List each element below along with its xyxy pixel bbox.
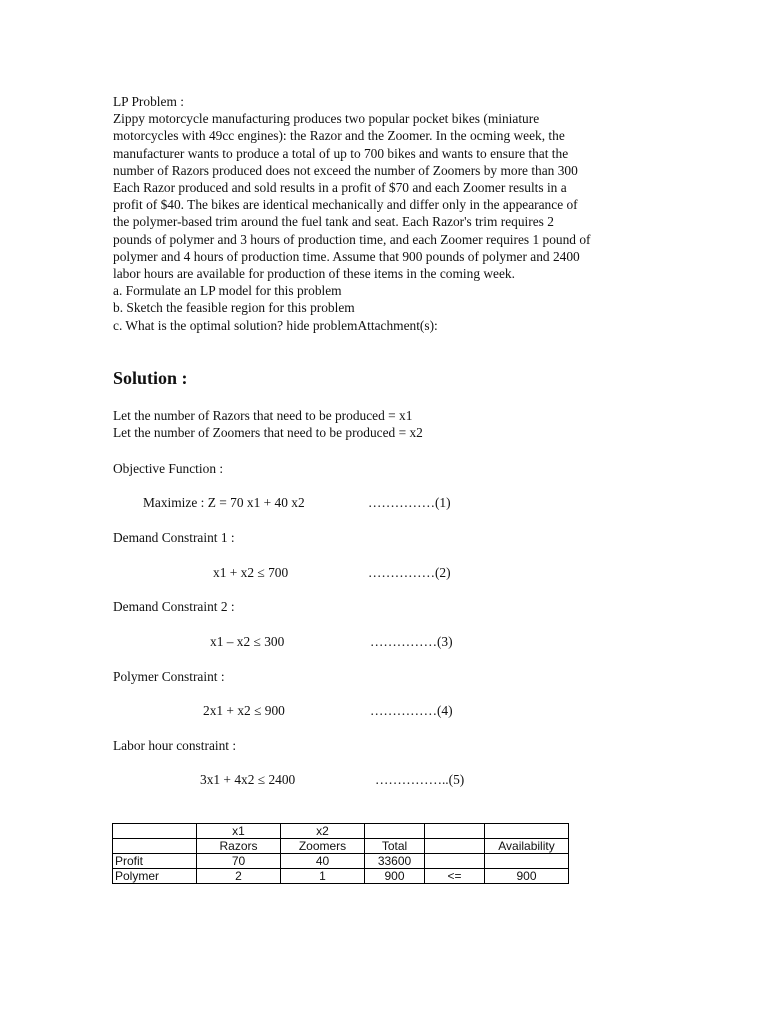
table-cell: x1 xyxy=(197,824,281,839)
solution-heading: Solution : xyxy=(113,368,188,388)
problem-line: b. Sketch the feasible region for this problem xyxy=(113,300,355,316)
problem-line: Zippy motorcycle manufacturing produces two popular pocket bikes (miniature xyxy=(113,111,540,127)
table-row xyxy=(113,839,569,854)
table-row xyxy=(113,869,569,884)
table-cell: 900 xyxy=(485,869,569,884)
problem-line: pounds of polymer and 3 hours of production time, and each Zoomer requires 1 pound of xyxy=(113,231,591,247)
table-cell xyxy=(425,839,485,854)
constraint-equation: 3x1 + 4x2 ≤ 2400 xyxy=(200,772,296,787)
problem-line: Each Razor produced and sold results in a profit of $70 and each Zoomer results in a xyxy=(113,180,567,196)
problem-statement xyxy=(113,93,658,334)
constraint-label: Demand Constraint 1 : xyxy=(113,530,235,545)
equation-number: ……………..(5) xyxy=(375,772,465,787)
table-cell: Availability xyxy=(485,839,569,854)
objective-equation: Maximize : Z = 70 x1 + 40 x2 xyxy=(143,495,305,510)
table-cell xyxy=(425,854,485,869)
problem-line: LP Problem : xyxy=(113,94,184,109)
table-cell: Polymer xyxy=(113,869,197,884)
solution-table xyxy=(112,823,569,884)
problem-line: a. Formulate an LP model for this problem xyxy=(113,283,342,299)
problem-line: polymer and 4 hours of production time. Assume that 900 pounds of polymer and 2400 xyxy=(113,248,580,264)
problem-line: c. What is the optimal solution? hide problemAttachment(s): xyxy=(113,317,438,333)
variable-definition-x1: Let the number of Razors that need to be produced = x1 xyxy=(113,408,413,423)
constraint-equation: 2x1 + x2 ≤ 900 xyxy=(203,703,285,718)
equation-number: ……………(1) xyxy=(368,495,451,510)
problem-line: manufacturer wants to produce a total of up to 700 bikes and wants to ensure that the xyxy=(113,145,569,161)
table-cell xyxy=(113,839,197,854)
equation-number: ……………(3) xyxy=(370,634,453,649)
problem-line: profit of $40. The bikes are identical mechanically and differ only in the appearance of xyxy=(113,197,578,213)
constraint-label: Labor hour constraint : xyxy=(113,738,237,753)
objective-label: Objective Function : xyxy=(113,461,224,476)
table-cell: 70 xyxy=(197,854,281,869)
table-cell: <= xyxy=(425,869,485,884)
table-cell xyxy=(113,824,197,839)
table-row xyxy=(113,854,569,869)
problem-line: number of Razors produced does not exceed the number of Zoomers by more than 300 xyxy=(113,162,578,178)
table-cell: 33600 xyxy=(365,854,425,869)
problem-line: the polymer-based trim around the fuel tank and seat. Each Razor's trim requires 2 xyxy=(113,214,554,230)
table-cell xyxy=(425,824,485,839)
table-row xyxy=(113,824,569,839)
problem-line: motorcycles with 49cc engines): the Razor and the Zoomer. In the ocming week, the xyxy=(113,128,565,144)
table-cell: Zoomers xyxy=(281,839,365,854)
equation-number: ……………(2) xyxy=(368,565,451,580)
table-cell: Razors xyxy=(197,839,281,854)
table-cell xyxy=(365,824,425,839)
table-cell: 2 xyxy=(197,869,281,884)
constraint-label: Demand Constraint 2 : xyxy=(113,599,235,614)
constraint-equation: x1 + x2 ≤ 700 xyxy=(213,565,289,580)
table-cell: 40 xyxy=(281,854,365,869)
table-cell xyxy=(485,824,569,839)
variable-definition-x2: Let the number of Zoomers that need to be produced = x2 xyxy=(113,425,423,440)
table-cell: x2 xyxy=(281,824,365,839)
table-cell: 900 xyxy=(365,869,425,884)
table-cell xyxy=(485,854,569,869)
table-cell: 1 xyxy=(281,869,365,884)
problem-line: labor hours are available for production of these items in the coming week. xyxy=(113,266,515,282)
table-cell: Profit xyxy=(113,854,197,869)
equation-number: ……………(4) xyxy=(370,703,453,718)
table-cell: Total xyxy=(365,839,425,854)
constraint-equation: x1 – x2 ≤ 300 xyxy=(210,634,285,649)
constraint-label: Polymer Constraint : xyxy=(113,669,225,684)
